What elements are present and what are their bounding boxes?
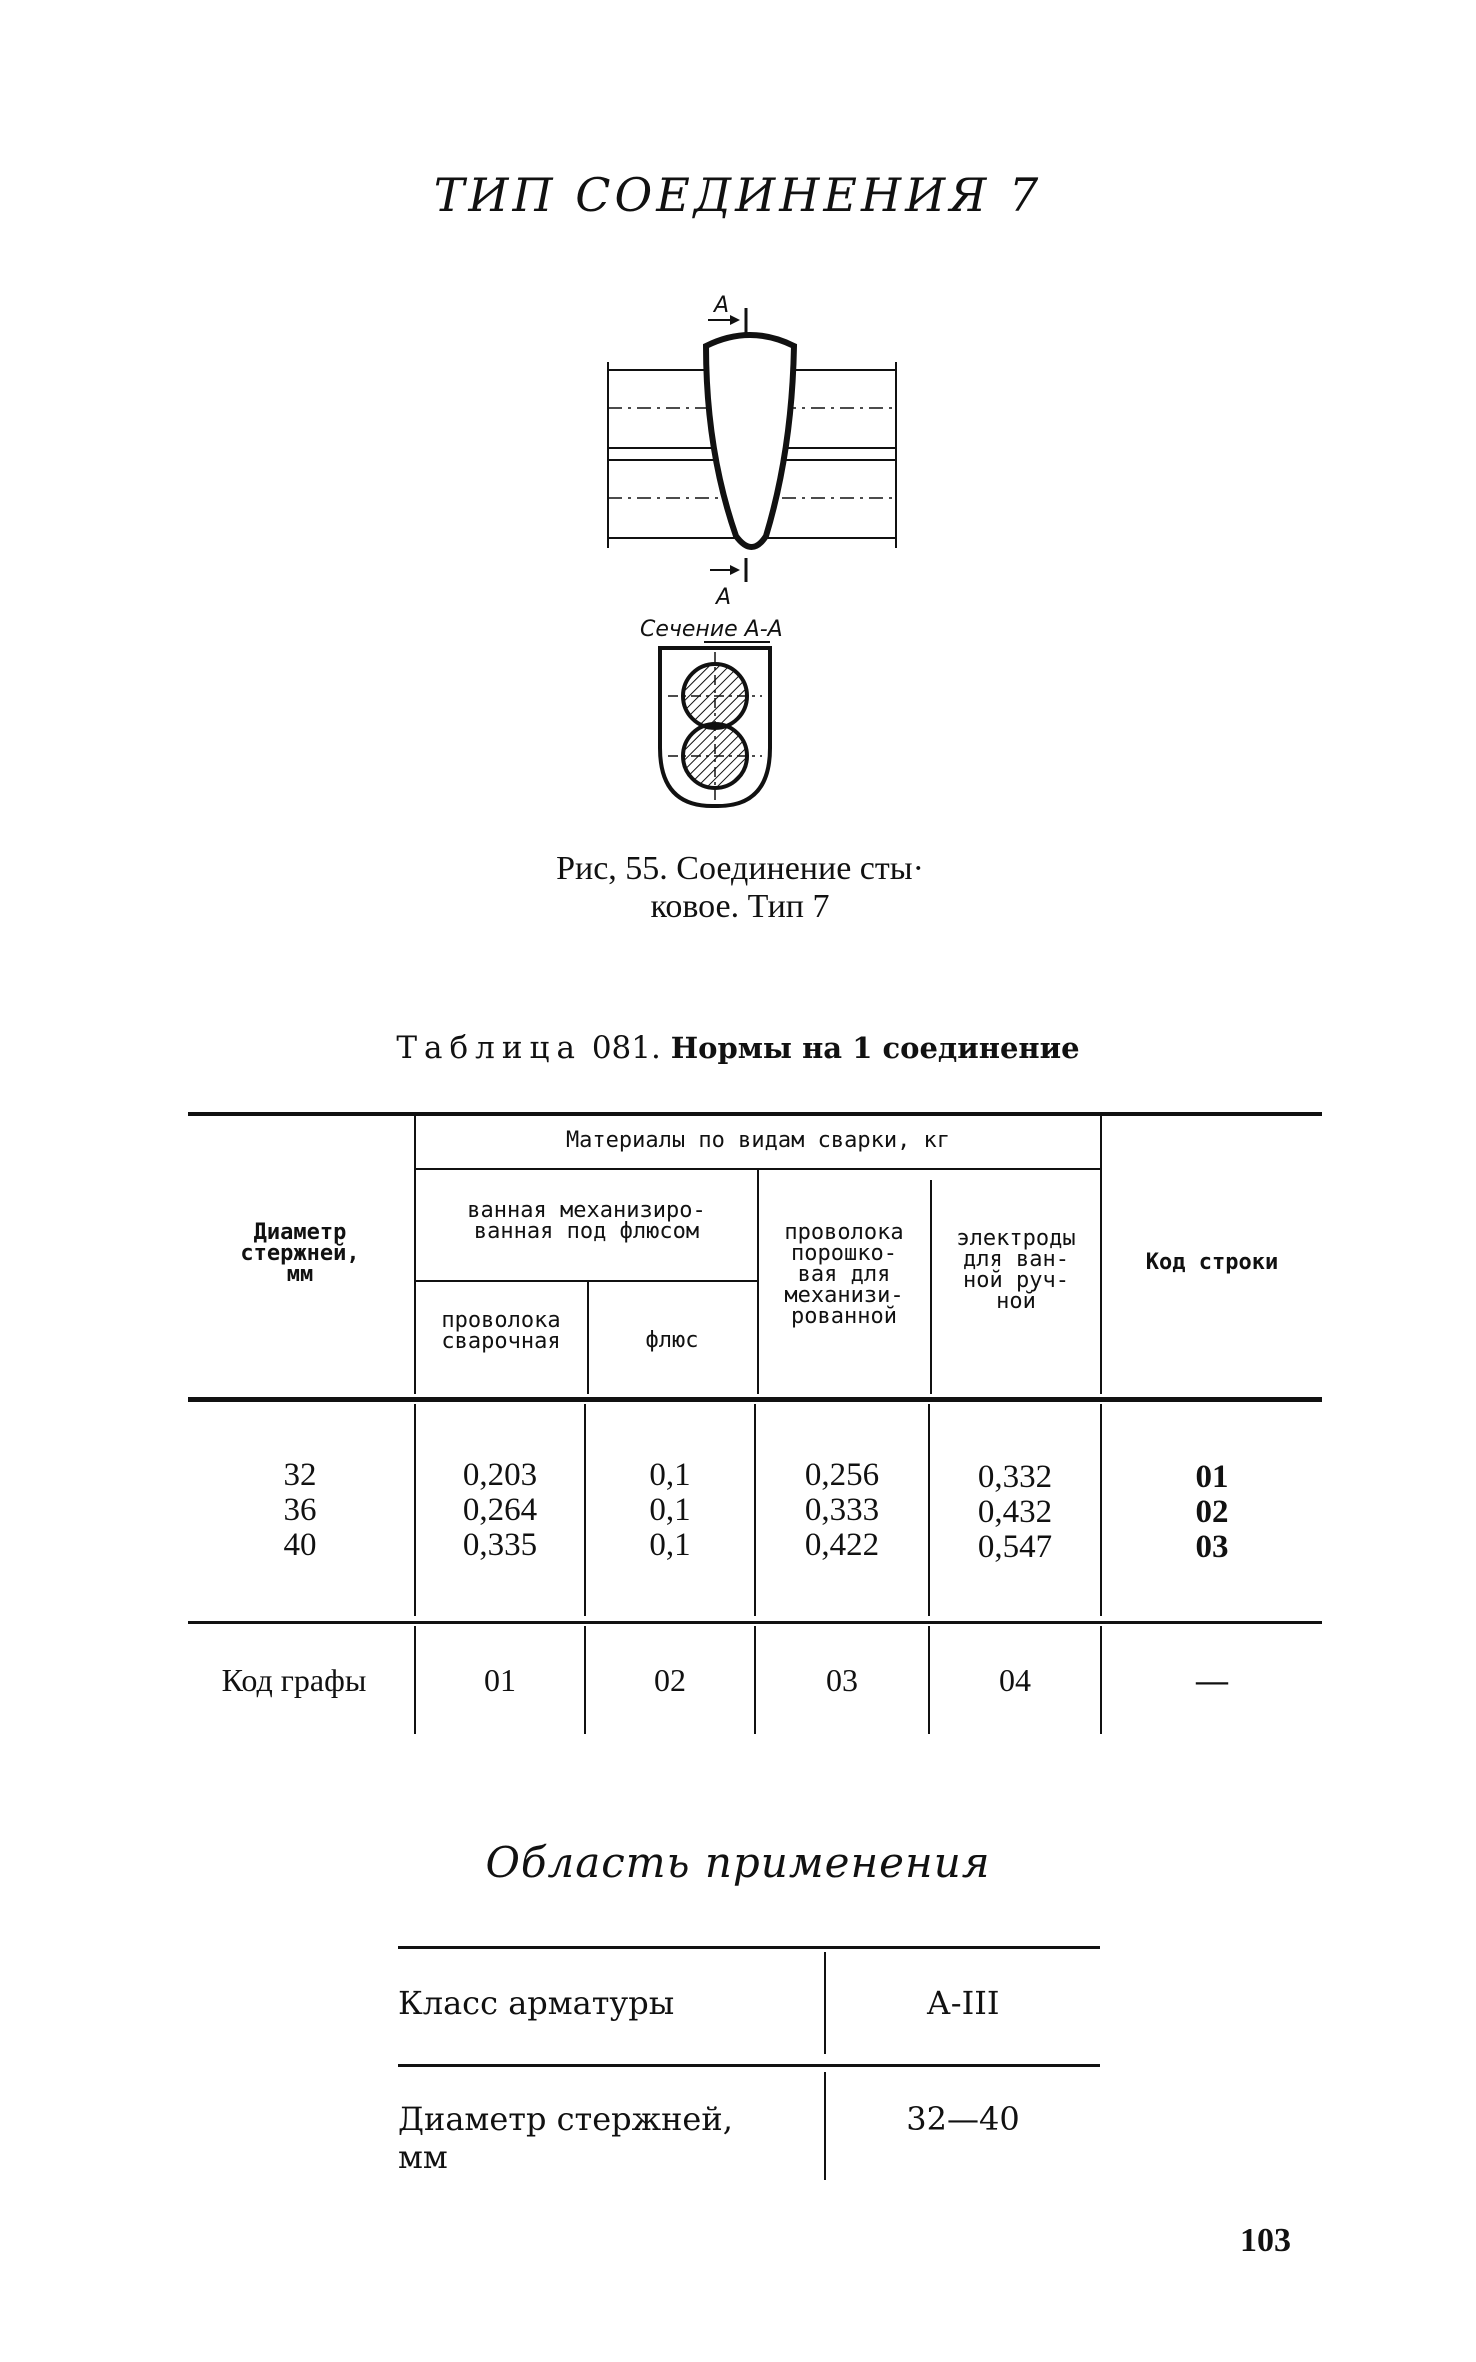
- column-code-dash: —: [1196, 1662, 1228, 1698]
- section-mark-bottom: А: [716, 585, 732, 610]
- table-cell: 0,1: [649, 1492, 691, 1528]
- scope-label-class: Класс арматуры: [398, 1984, 675, 2022]
- figure-caption-line2: ковое. Тип 7: [650, 888, 830, 925]
- table-cell: 40: [283, 1527, 317, 1563]
- header-bath-mech: ванная механизиро- ванная под флюсом: [467, 1198, 706, 1244]
- col-flux-values: [586, 1458, 754, 1563]
- joint-drawing: [560, 280, 920, 820]
- table-cell: 36: [283, 1492, 317, 1528]
- table-cell: 01: [1195, 1459, 1229, 1495]
- column-code-02: 02: [654, 1662, 686, 1698]
- table-cell: 0,1: [649, 1527, 691, 1563]
- col-row-codes: [1102, 1460, 1322, 1565]
- table-caption-word: Таблица: [396, 1030, 582, 1066]
- column-code-label: Код графы: [221, 1662, 367, 1698]
- table-caption-number: 081.: [591, 1030, 661, 1066]
- col-powder-wire-values: [756, 1458, 928, 1563]
- col-weld-wire-values: [416, 1458, 584, 1563]
- weld-bead: [706, 335, 794, 547]
- column-code-01: 01: [484, 1662, 516, 1698]
- section-arrowhead-top: [730, 315, 740, 325]
- table-cell: 0,1: [649, 1457, 691, 1493]
- table-cell: 0,203: [462, 1457, 538, 1493]
- scope-value-diameter: 32—40: [906, 2100, 1020, 2138]
- header-row-code: Код строки: [1145, 1250, 1279, 1275]
- table-caption-title: Нормы на 1 соединение: [670, 1031, 1080, 1065]
- header-flux: флюс: [645, 1328, 699, 1353]
- table-caption: [0, 1030, 1476, 1066]
- section-mark-top: А: [714, 293, 730, 318]
- header-electrodes: электроды для ван- ной руч- ной: [956, 1226, 1076, 1314]
- header-powder-wire: проволока порошко- вая для механизи- рованной: [784, 1220, 904, 1329]
- table-cell: 32: [283, 1457, 317, 1493]
- table-cell: 0,333: [804, 1492, 880, 1528]
- header-weld-wire: проволока сварочная: [441, 1308, 561, 1354]
- figure-caption-line1: Рис, 55. Соединение сты·: [556, 850, 924, 887]
- table-cell: 0,547: [977, 1529, 1053, 1565]
- figure-caption: [440, 850, 1040, 926]
- col-electrode-values: [930, 1460, 1100, 1565]
- table-cell: 0,256: [804, 1457, 880, 1493]
- column-code-03: 03: [826, 1662, 858, 1698]
- table-cell: 0,432: [977, 1494, 1053, 1530]
- header-diameter: Диаметр стержней, мм: [240, 1220, 360, 1287]
- scope-label-diameter: Диаметр стержней, мм: [398, 2100, 733, 2176]
- page-number: 103: [1240, 2222, 1291, 2259]
- table-cell: 02: [1195, 1494, 1229, 1530]
- table-cell: 03: [1195, 1529, 1229, 1565]
- table-cell: 0,335: [462, 1527, 538, 1563]
- page-heading: ТИП СОЕДИНЕНИЯ 7: [433, 168, 1043, 222]
- table-cell: 0,422: [804, 1527, 880, 1563]
- column-code-04: 04: [999, 1662, 1031, 1698]
- table-cell: 0,332: [977, 1459, 1053, 1495]
- section-label: Сечение А-А: [640, 617, 783, 642]
- header-materials: Материалы по видам сварки, кг: [565, 1128, 951, 1153]
- table-cell: 0,264: [462, 1492, 538, 1528]
- scope-title: Область применения: [485, 1838, 991, 1887]
- col-diameters: [188, 1458, 412, 1563]
- scope-value-class: А-III: [926, 1984, 1000, 2022]
